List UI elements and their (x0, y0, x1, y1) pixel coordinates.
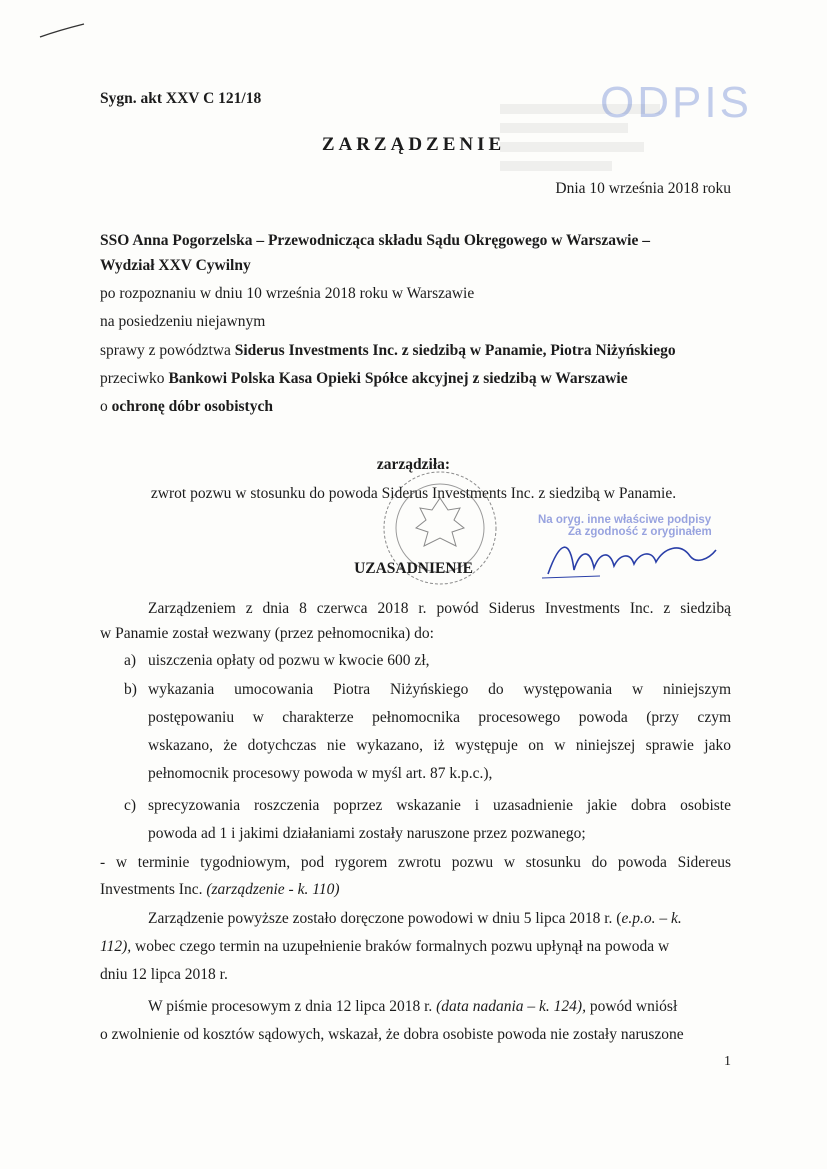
signature-stamp-line-1: Na oryg. inne właściwe podpisy (538, 514, 712, 526)
plaintiff-names: Siderus Investments Inc. z siedzibą w Panamie, Piotra Niżyńskiego (234, 342, 676, 359)
list-text-b-line-4: pełnomocnik procesowy powoda w myśl art. 87 k.p.c.), (148, 765, 493, 782)
order-text: zwrot pozwu w stosunku do powoda Siderus Investments Inc. z siedzibą w Panamie. (150, 485, 677, 502)
defendant-intro: przeciwko (100, 370, 169, 387)
subject-intro: o (100, 398, 112, 415)
odpis-stamp: ODPIS (600, 78, 752, 127)
list-item-b (124, 681, 731, 699)
list-text-a: uiszczenia opłaty od pozwu w kwocie 600 zł, (148, 652, 430, 669)
list-label-b: b) (124, 681, 137, 698)
p3-line-1-text: W piśmie procesowym z dnia 12 lipca 2018 r. (148, 998, 437, 1015)
list-label-c: c) (124, 797, 137, 814)
list-text-b-line-1: wykazania umocowania Piotra Niżyńskiego do występowania w niniejszym (148, 681, 731, 698)
list-text-c-line-1: sprecyzowania roszczenia poprzez wskazanie i uzasadnienie jakie dobra osobiste (148, 797, 731, 814)
list-text-b-line-3: wskazano, że dotychczas nie wykazano, iż występuje on w niniejszej sprawie jako (148, 737, 731, 754)
p3-line-1-reference: (data nadania – k. 124), (436, 998, 586, 1015)
court-line-1: SSO Anna Pogorzelska – Przewodnicząca składu Sądu Okręgowego w Warszawie – (100, 232, 650, 249)
court-line-4: na posiedzeniu niejawnym (100, 313, 266, 330)
court-line-7 (100, 398, 273, 416)
justification-p3-line-2: o zwolnienie od kosztów sądowych, wskazał, że dobra osobiste powoda nie zostały naruszone (100, 1026, 684, 1043)
signature-stamp-line-2: Za zgodność z oryginałem (568, 526, 712, 538)
plaintiff-intro: sprawy z powództwa (100, 342, 235, 359)
justification-heading: UZASADNIENIE (354, 560, 473, 577)
pen-stroke-mark (38, 22, 86, 40)
p2-line-2-text: wobec czego termin na uzupełnienie braków formalnych pozwu upłynął na powoda w (131, 938, 670, 955)
justification-p2-line-3: dniu 12 lipca 2018 r. (100, 966, 228, 983)
list-label-a: a) (124, 652, 137, 669)
case-signature: Sygn. akt XXV C 121/18 (100, 90, 262, 107)
case-subject: ochronę dóbr osobistych (111, 398, 273, 415)
court-line-6 (100, 370, 628, 388)
list-text-b-line-2: postępowaniu w charakterze pełnomocnika procesowego powoda (przy czym (148, 709, 731, 726)
list-item-c (124, 797, 731, 815)
document-title: ZARZĄDZENIE (321, 134, 506, 155)
court-line-2: Wydział XXV Cywilny (100, 257, 251, 274)
p2-line-2-reference: 112), (100, 938, 132, 955)
justification-p1-line-2: w Panamie został wezwany (przez pełnomocnika) do: (100, 625, 434, 642)
defendant-name: Bankowi Polska Kasa Opieki Spółce akcyjnej z siedzibą w Warszawie (168, 370, 628, 387)
p2-line-1-reference: e.p.o. – k. (621, 910, 682, 927)
list-item-a (124, 652, 430, 670)
court-line-5 (100, 342, 676, 360)
justification-p2-line-1 (148, 910, 682, 928)
document-date: Dnia 10 września 2018 roku (555, 180, 731, 197)
term-line-2-reference: (zarządzenie - k. 110) (206, 881, 340, 898)
justification-p2-line-2 (100, 938, 669, 956)
order-heading: zarządziła: (376, 456, 451, 473)
term-line-2-text: Investments Inc. (100, 881, 207, 898)
court-line-3: po rozpoznaniu w dniu 10 września 2018 roku w Warszawie (100, 285, 475, 302)
justification-p3-line-1 (148, 998, 677, 1016)
justification-p1-line-1: Zarządzeniem z dnia 8 czerwca 2018 r. powód Siderus Investments Inc. z siedzibą (148, 600, 731, 617)
term-line-2 (100, 881, 340, 899)
list-text-c-line-2: powoda ad 1 i jakimi działaniami zostały naruszone przez pozwanego; (148, 825, 586, 842)
term-line-1: - w terminie tygodniowym, pod rygorem zwrotu pozwu w stosunku do powoda Sidereus (100, 854, 731, 871)
p3-line-1-tail: powód wniósł (585, 998, 678, 1015)
p2-line-1-text: Zarządzenie powyższe zostało doręczone powodowi w dniu 5 lipca 2018 r. ( (148, 910, 622, 927)
page-number: 1 (724, 1054, 731, 1069)
